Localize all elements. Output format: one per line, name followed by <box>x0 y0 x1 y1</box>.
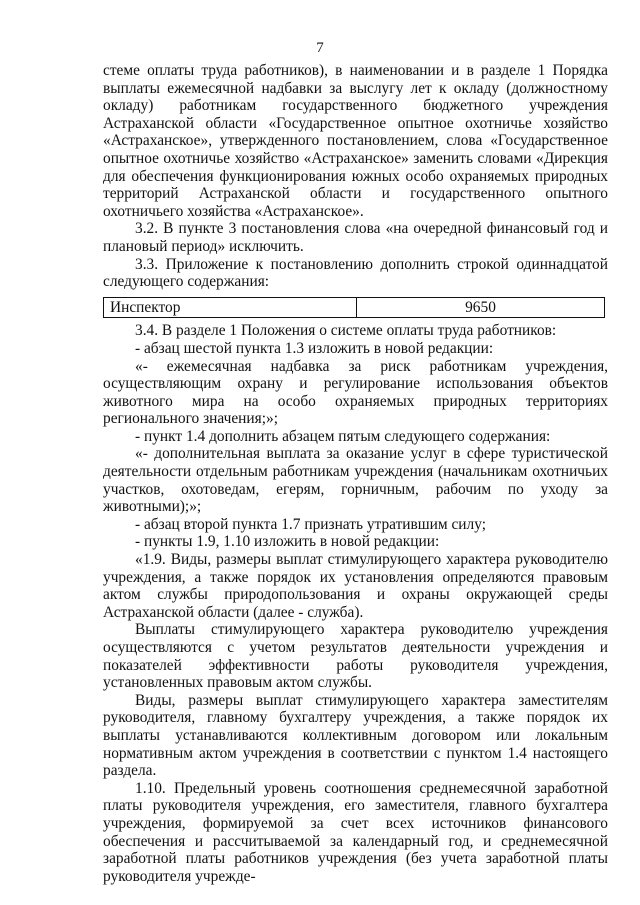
paragraph: 3.4. В разделе 1 Положения о системе оплаты труда работников: <box>135 322 557 340</box>
paragraph: «- ежемесячная надбавка за риск работникам учреждения, осуществляющим охрану и регулирование использования объектов животного мира на особо охраняемых природных территориях регионального значения;»; <box>103 357 608 428</box>
paragraph: 3.3. Приложение к постановлению дополнить строкой одиннадцатой следующего содержания: <box>103 255 608 291</box>
paragraph: Виды, размеры выплат стимулирующего характера заместителям руководителя, главному бухгалтеру учреждения, а также порядок их выплаты устанавливаются коллективным договором или локальным нормативным актом учреждения в соответствии с пунктом 1.4 настоящего раздела. <box>103 691 608 780</box>
table-row <box>104 297 605 318</box>
paragraph: 3.2. В пункте 3 постановления слова «на очередной финансовый год и плановый период» исключить. <box>103 220 608 255</box>
table-cell-amount: 9650 <box>357 297 605 318</box>
paragraph: - пункты 1.9, 1.10 изложить в новой редакции: <box>135 533 440 551</box>
document-body <box>103 62 608 885</box>
page-number: 7 <box>316 40 324 56</box>
appendix-table <box>103 297 605 319</box>
paragraph: «1.9. Виды, размеры выплат стимулирующего характера руководителю учреждения, а также порядок их установления определяются правовым актом службы природопользования и охраны окружающей среды Астраханской области (далее - служба). <box>103 551 608 621</box>
table-cell-position: Инспектор <box>104 297 357 318</box>
paragraph: Выплаты стимулирующего характера руководителю учреждения осуществляются с учетом результатов деятельности учреждения и показателей эффективности работы руководителя учреждения, установленных правовым актом службы. <box>103 621 608 692</box>
paragraph: «- дополнительная выплата за оказание услуг в сфере туристической деятельности отдельным работникам учреждения (начальникам охотничьих участков, охотоведам, егерям, горничным, рабочим по уходу за животными);»; <box>103 445 608 516</box>
paragraph: - абзац шестой пункта 1.3 изложить в новой редакции: <box>135 339 494 357</box>
paragraph: стеме оплаты труда работников), в наименовании и в разделе 1 Порядка выплаты ежемесячной надбавки за выслугу лет к окладу (должностному окладу) работникам государственного бюджетного учреждения Астраханской области «Государственное опытное охотничье хозяйство «Астраханское», утвержденного постановлением, слова «Государственное опытное охотничье хозяйство «Астраханское» заменить словами «Дирекция для обеспечения функционирования южных особо охраняемых природных территорий Астраханской области и государственного опытного охотничьего хозяйства «Астраханское». <box>103 62 608 220</box>
paragraph: 1.10. Предельный уровень соотношения среднемесячной заработной платы руководителя учреждения, его заместителя, главного бухгалтера учреждения, формируемой за счет всех источников финансового обеспечения и рассчитываемой за календарный год, и среднемесячной заработной платы работников учреждения (без учета заработной платы руководителя учрежде- <box>103 779 608 885</box>
paragraph: - пункт 1.4 дополнить абзацем пятым следующего содержания: <box>135 427 551 445</box>
paragraph: - абзац второй пункта 1.7 признать утратившим силу; <box>135 515 486 533</box>
